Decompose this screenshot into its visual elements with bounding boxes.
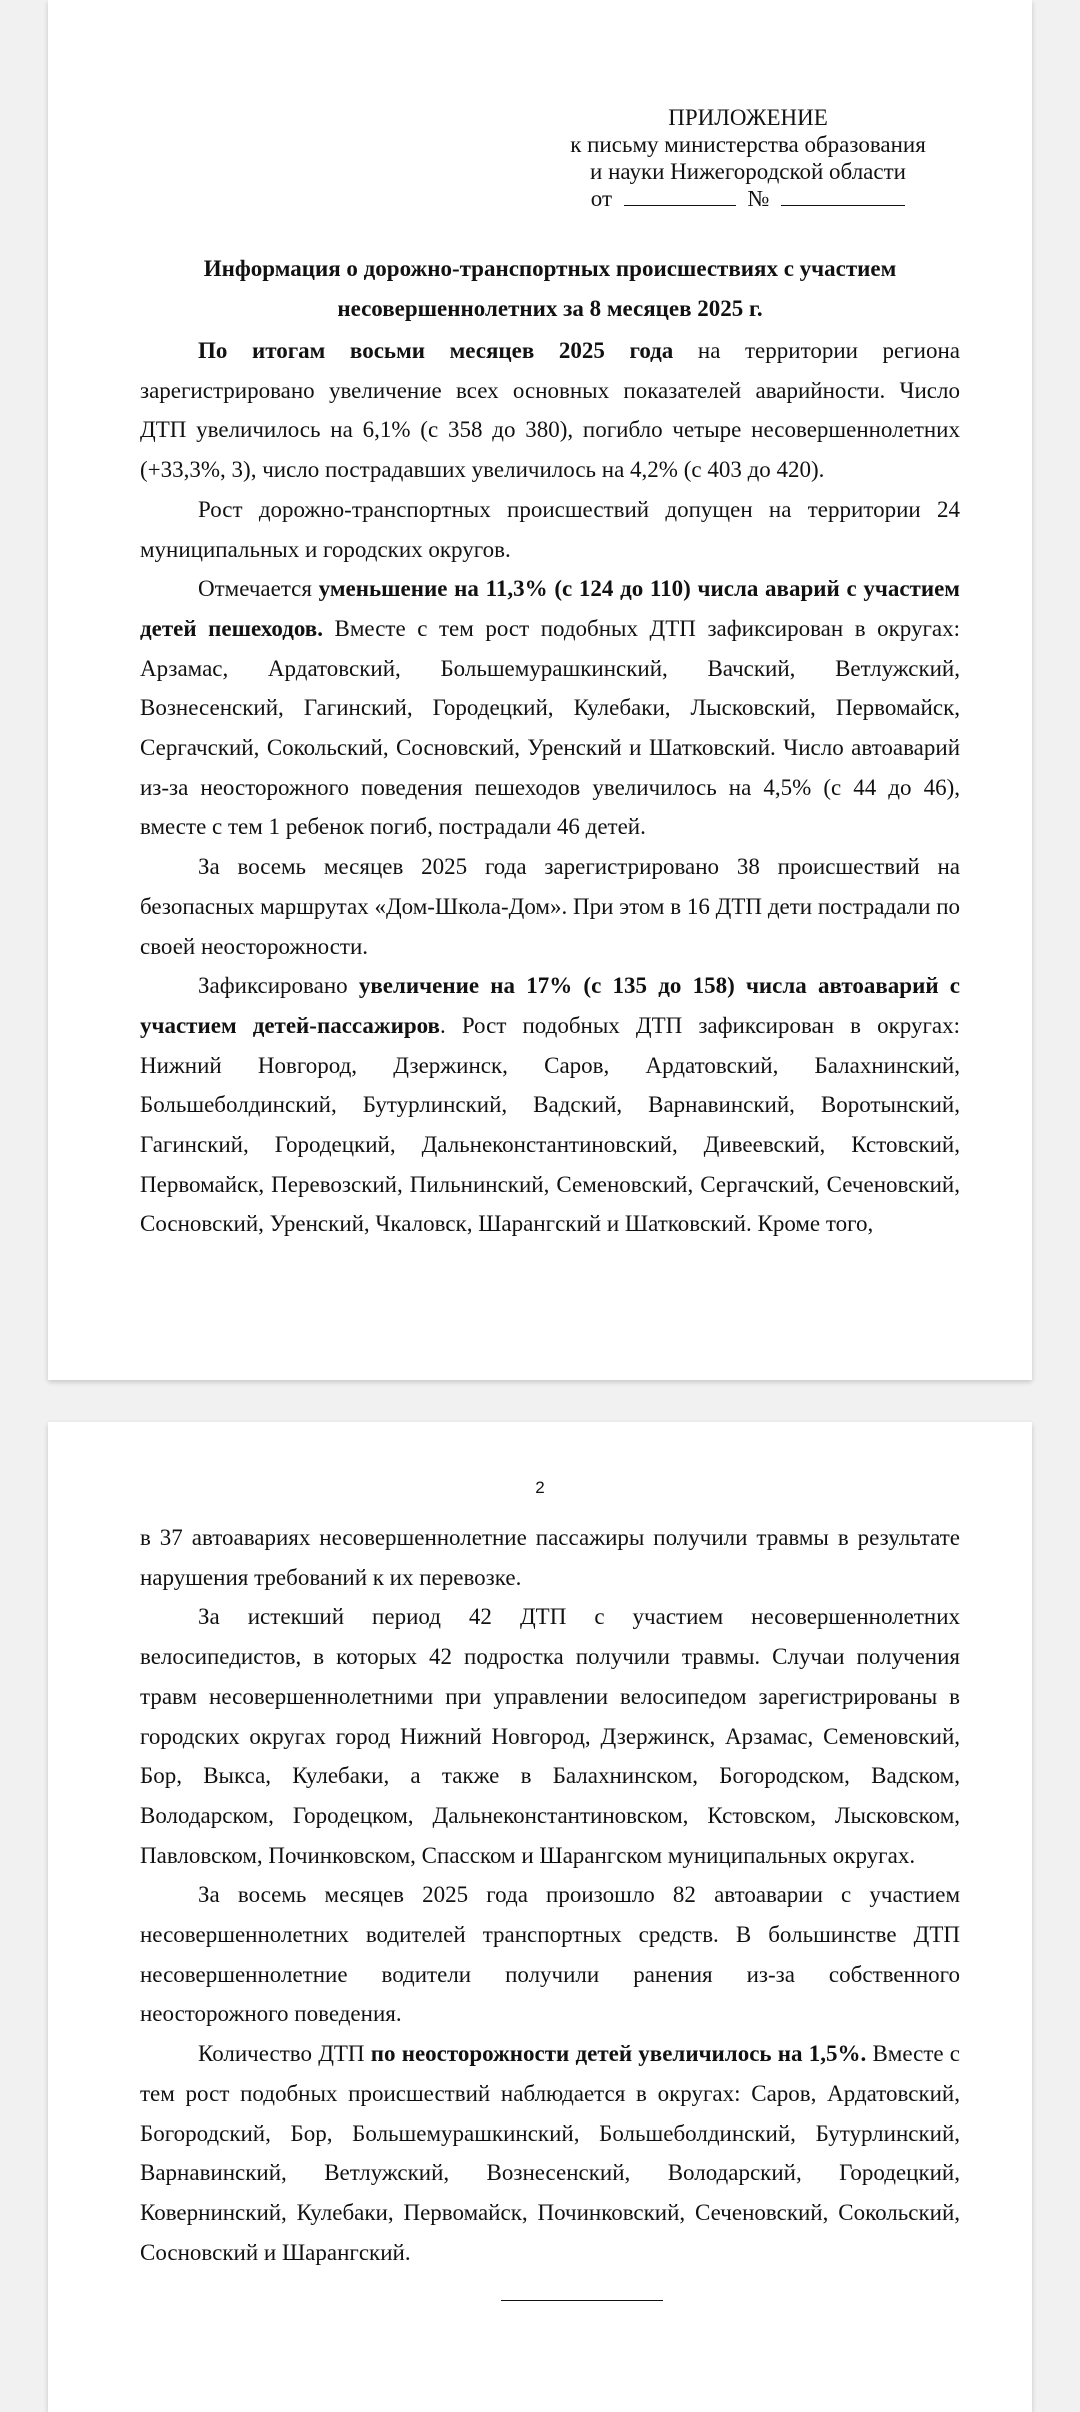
paragraph-safe-routes: За восемь месяцев 2025 года зарегистрировано 38 происшествий на безопасных маршрутах «Дом-Школа-Дом». При этом в 16 ДТП дети пострадали по своей неосторожности. [140, 854, 960, 959]
end-divider-line [501, 2300, 663, 2301]
title-line-2: несовершеннолетних за 8 месяцев 2025 г. [337, 295, 763, 321]
paragraph-young-drivers: За восемь месяцев 2025 года произошло 82 автоаварии с участием несовершеннолетних водителей транспортных средств. В большинстве ДТП несовершеннолетние водители получили ранения из-за собственного неосторожного поведения. [140, 1882, 960, 2027]
document-title [140, 249, 960, 328]
pedestrians-lead: Отмечается [198, 576, 319, 602]
summary-text: на территории региона зарегистрировано увеличение всех основных показателей аварийности. Число ДТП увеличилось на 6,1% (с 358 до 380), погибло четыре несовершеннолетних (+33,3%, 3), число пострадавших увеличилось на 4,2% (с 403 до 420). [140, 338, 960, 483]
negligence-bold: по неосторожности детей увеличилось на 1,5%. [370, 2041, 867, 2067]
page-number: 2 [535, 1478, 545, 1497]
passengers-lead: Зафиксировано [198, 973, 359, 999]
title-line-1: Информация о дорожно-транспортных происшествиях с участием [203, 256, 897, 281]
paragraph-child-negligence [140, 2034, 960, 2272]
document-page-1 [48, 0, 1032, 1380]
number-label: № [747, 186, 770, 211]
pedestrians-text: Вместе с тем рост подобных ДТП зафиксирован в округах: Арзамас, Ардатовский, Большемурашкинский, Вачский, Ветлужский, Вознесенский, Гагинский, Городецкий, Кулебаки, Лысковский, Первомайск, Сергачский, Сокольский, Сосновский, Уренский и Шатковский. Число автоаварий из-за неосторожного поведения пешеходов увеличилось на 4,5% (с 44 до 46), вместе с тем 1 ребенок погиб, пострадали 46 детей. [140, 615, 960, 840]
paragraph-passengers [140, 966, 960, 1244]
number-blank-line [781, 191, 905, 206]
passengers-text: . Рост подобных ДТП зафиксирован в округах: Нижний Новгород, Дзержинск, Саров, Ардатовский, Балахнинский, Большеболдинский, Бутурлинский, Вадский, Варнавинский, Воротынский, Гагинский, Городецкий, Дальнеконстантиновский, Дивеевский, Кстовский, Первомайск, Перевозский, Пильнинский, Семеновский, Сергачский, Сеченовский, Сосновский, Уренский, Чкаловск, Шарангский и Шатковский. Кроме того, [140, 1012, 960, 1237]
page-1-body [140, 331, 960, 1244]
passengers-bold: увеличение на 17% (с 135 до 158) числа автоаварий с участием детей-пассажиров [140, 973, 960, 1038]
paragraph-summary [140, 331, 960, 490]
header-date-number-line [548, 185, 948, 212]
date-blank-line [624, 191, 736, 206]
header-line-2: к письму министерства образования [570, 132, 926, 157]
attachment-header [548, 104, 948, 212]
from-label: от [590, 186, 613, 211]
paragraph-pedestrians [140, 569, 960, 847]
paragraph-passengers-continued: в 37 автоавариях несовершеннолетние пассажиры получили травмы в результате нарушения требований к их перевозке. [140, 1525, 960, 1590]
paragraph-cyclists: За истекший период 42 ДТП с участием несовершеннолетних велосипедистов, в которых 42 подростка получили травмы. Случаи получения травм несовершеннолетними при управлении велосипедом зарегистрированы в городских округах город Нижний Новгород, Дзержинск, Арзамас, Семеновский, Бор, Выкса, Кулебаки, а также в Балахнинском, Богородском, Вадском, Володарском, Городецком, Дальнеконстантиновском, Кстовском, Лысковском, Павловском, Починковском, Спасском и Шарангском муниципальных округах. [140, 1604, 960, 1868]
summary-bold: По итогам восьми месяцев 2025 года [198, 338, 674, 363]
pedestrians-bold: уменьшение на 11,3% (с 124 до 110) числа аварий с участием детей пешеходов. [140, 576, 960, 641]
header-line-1: ПРИЛОЖЕНИЕ [668, 105, 828, 130]
header-line-3: и науки Нижегородской области [590, 159, 906, 184]
page-2-body [140, 1518, 960, 2272]
negligence-text: Вместе с тем рост подобных происшествий наблюдается в округах: Саров, Ардатовский, Богородский, Бор, Большемурашкинский, Большеболдинский, Бутурлинский, Варнавинский, Ветлужский, Вознесенский, Володарский, Городецкий, Ковернинский, Кулебаки, Первомайск, Починковский, Сеченовский, Сокольский, Сосновский и Шарангский. [140, 2041, 960, 2265]
negligence-lead: Количество ДТП [198, 2041, 371, 2067]
document-page-2 [48, 1422, 1032, 2412]
paragraph-growth: Рост дорожно-транспортных происшествий допущен на территории 24 муниципальных и городских округов. [140, 496, 960, 562]
